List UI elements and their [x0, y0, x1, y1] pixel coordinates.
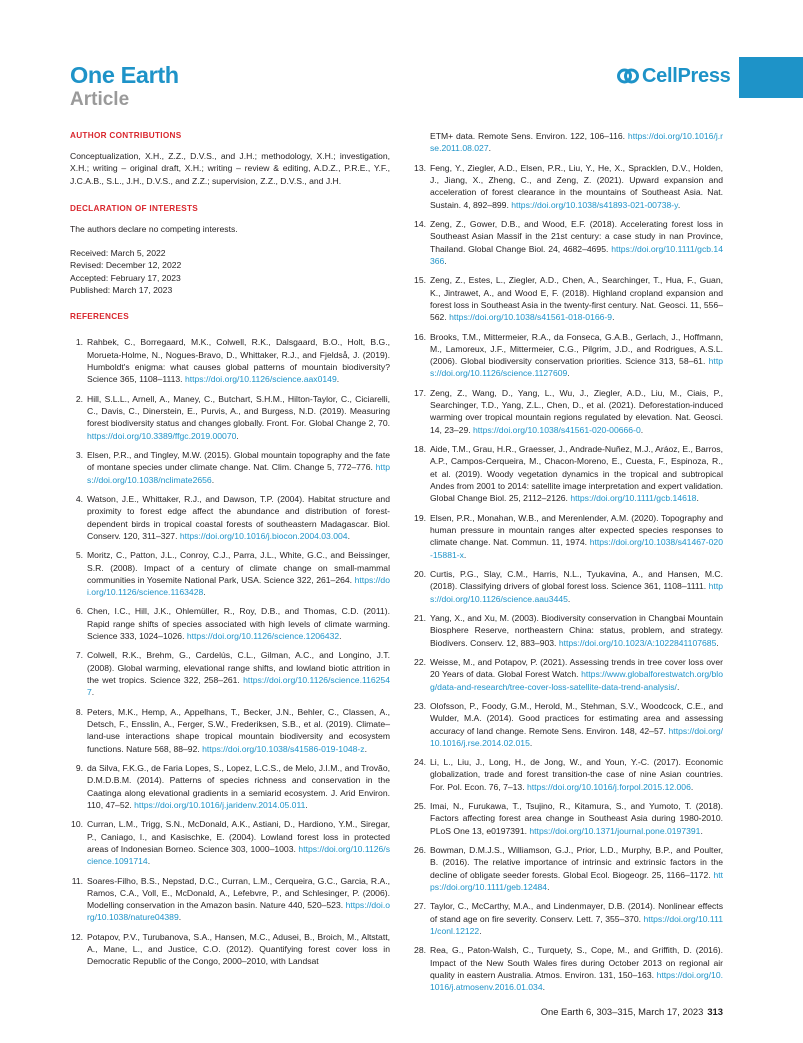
reference-number: 3. — [75, 449, 83, 460]
reference-number: 9. — [75, 763, 83, 774]
reference-item — [413, 274, 723, 323]
reference-text: Zeng, Z., Estes, L., Ziegler, A.D., Chen, A., Searchinger, T., Hua, F., Guan, K., Jintrawet, A., and Wood E, F. (2018). Highland cropland expansion and forest loss in Southeast Asia in the twenty-first century. Nat. Geosci. 11, 556–562. — [430, 275, 723, 323]
reference-number: 2. — [75, 393, 83, 404]
header-color-tab — [739, 57, 803, 98]
reference-list-left — [70, 336, 390, 967]
reference-item — [413, 568, 723, 605]
reference-text: Rea, G., Paton-Walsh, C., Turquety, S., Cope, M., and Griffith, D. (2016). Impact of the New South Wales fires during October 2013 on regional air quality in eastern Australia. Atmos. Environ. 131, 150–163. — [430, 945, 723, 981]
reference-text: Hill, S.L.L., Arnell, A., Maney, C., Butchart, S.H.M., Hilton-Taylor, C., Ciciarelli, C., Davis, C., Dinerstein, E., Purvis, A., and Burgess, N.D. (2019). Measuring forest biodiversity status and changes globally. Front. For. Global Change 2, 70. — [87, 393, 390, 429]
reference-number: 15. — [414, 275, 426, 286]
reference-end-punctuation: . — [203, 587, 206, 598]
reference-text: Chen, I.C., Hill, J.K., Ohlemüller, R., Roy, D.B., and Thomas, C.D. (2011). Rapid range shifts of species associated with high levels of climate warming. Science 333, 1024–1026. — [87, 606, 390, 642]
reference-item — [413, 612, 723, 649]
reference-text: Peters, M.K., Hemp, A., Appelhans, T., Becker, J.N., Behler, C., Classen, A., Detsch, F., Ensslin, A., Ferger, S.W., Frederiksen, S.B., et al. (2019). Climate–land-use interactions shape tropical mountain biodiversity and ecosystem functions. Nature 568, 88–92. — [87, 706, 390, 754]
reference-item — [70, 818, 390, 867]
reference-number: 17. — [414, 387, 426, 398]
reference-end-punctuation: . — [529, 737, 533, 748]
reference-item — [70, 706, 390, 755]
reference-doi-link[interactable]: https://doi.org/10.1038/s41893-021-00738-y — [511, 199, 678, 210]
reference-text: Curtis, P.G., Slay, C.M., Harris, N.L., Tyukavina, A., and Hansen, M.C. (2018). Classifying drivers of global forest loss. Science 361, 1108–1111. — [430, 568, 723, 592]
reference-item — [70, 762, 390, 811]
reference-item — [70, 393, 390, 442]
reference-text: Rahbek, C., Borregaard, M.K., Colwell, R.K., Dalsgaard, B.O., Holt, B.G., Morueta-Holme, N., Nogues-Bravo, D., Whittaker, R.J., and Fjeldså, J. (2019). Humboldt's enigma: what causes global patterns of mountain biodiversity? Science 365, 1108–1113. — [87, 337, 390, 385]
reference-number: 23. — [414, 700, 426, 711]
reference-doi-link[interactable]: https://doi.org/10.3389/ffgc.2019.00070 — [87, 430, 237, 441]
reference-end-punctuation: . — [444, 255, 447, 266]
reference-end-punctuation: . — [677, 199, 681, 210]
reference-doi-link[interactable]: https://doi.org/10.1038/nature04389 — [87, 900, 390, 923]
reference-end-punctuation: . — [567, 368, 570, 379]
reference-text: Zeng, Z., Wang, D., Yang, L., Wu, J., Ziegler, A.D., Liu, M., Ciais, P., Searchinger, T.D., Yang, Z.L., Chen, D., et al. (2021). Deforestation-induced warming over tropical mountain regions regulated by elevation. Nat. Geosci. 14, 23–29. — [430, 387, 723, 435]
reference-number: 26. — [414, 845, 426, 856]
publisher-name: CellPress — [642, 64, 731, 87]
reference-doi-link[interactable]: https://doi.org/10.1038/nclimate2656 — [87, 462, 390, 485]
received-date: Received: March 5, 2022 — [70, 248, 166, 259]
reference-end-punctuation: . — [305, 799, 308, 810]
reference-number: 6. — [75, 606, 83, 617]
reference-item — [413, 944, 723, 993]
reference-doi-link[interactable]: https://doi.org/10.1016/j.jaridenv.2014.05.011 — [134, 799, 306, 810]
reference-doi-link[interactable]: https://doi.org/10.1038/s41561-020-00666-0 — [473, 424, 641, 435]
reference-end-punctuation: . — [547, 882, 550, 893]
reference-end-punctuation: . — [696, 493, 699, 504]
reference-item — [70, 605, 390, 642]
reference-doi-link[interactable]: https://doi.org/10.1126/science.1163428 — [87, 574, 390, 598]
reference-text: Imai, N., Furukawa, T., Tsujino, R., Kitamura, S., and Yumoto, T. (2018). Factors affecting forest area change in Southeast Asia during 1980-2010. PLoS One 13, e0197391. — [430, 801, 723, 836]
reference-number: 27. — [414, 901, 426, 912]
reference-number: 25. — [414, 801, 426, 812]
reference-number: 18. — [414, 444, 426, 455]
author-contributions-heading: AUTHOR CONTRIBUTIONS — [70, 131, 182, 140]
left-column — [70, 130, 390, 975]
right-column — [413, 130, 723, 1001]
reference-text: Brooks, T.M., Mittermeier, R.A., da Fonseca, G.A.B., Gerlach, J., Hoffmann, M., Lamoreux, J.F., Mittermeier, C.G., Pilgrim, J.D., and Rodrigues, A.S.L. (2006). Global biodiversity conservation priorities. Science 313, 58–61. — [430, 331, 723, 367]
article-dates — [70, 247, 390, 296]
reference-item — [70, 875, 390, 924]
reference-text: Aide, T.M., Grau, H.R., Graesser, J., Andrade-Nuñez, M.J., Aráoz, E., Barros, A.P., Campos-Cerqueira, M., Chacon-Moreno, E., Cuesta, F., Espinoza, R., et al. (2019). Woody vegetation dynamics in the tropical and subtropical Andes from 2001 to 2014: satellite image interpretation and expert validation. Global Change Biol. 25, 2112–2126. — [430, 444, 723, 504]
published-date: Published: March 17, 2023 — [70, 285, 173, 296]
reference-number: 5. — [75, 550, 83, 561]
reference-end-punctuation: . — [690, 781, 694, 792]
reference-text: Soares-Filho, B.S., Nepstad, D.C., Curran, L.M., Cerqueira, G.C., Garcia, R.A., Ramos, C.A., Voll, E., McDonald, A., Lefebvre, P., and Schlesinger, P. (2006). Modelling conservation in the Amazon basin. Nature 440, 520–523. — [87, 875, 390, 911]
declaration-heading: DECLARATION OF INTERESTS — [70, 203, 199, 213]
reference-end-punctuation: . — [147, 856, 151, 867]
reference-text: Yang, X., and Xu, M. (2003). Biodiversity conservation in Changbai Mountain Biosphere Reserve, northeastern China: status, problem, and strategy. Biodivers. Conserv. 12, 883–903. — [430, 612, 723, 648]
reference-text: Potapov, P.V., Turubanova, S.A., Hansen, M.C., Adusei, B., Broich, M., Altstatt, A., Mane, L., and Justice, C.O. (2012). Quantifying forest cover loss in Democratic Republic of the Congo, 2000–2010, with Landsat — [87, 931, 390, 967]
publisher-logo[interactable] — [617, 64, 730, 88]
reference-doi-link[interactable]: https://doi.org/10.1016/j.rse.2011.08.027 — [430, 131, 723, 154]
reference-text: Colwell, R.K., Brehm, G., Cardelús, C.L., Gilman, A.C., and Longino, J.T. (2008). Global warming, elevational range shifts, and lowland biotic attrition in the wet tropics. Science 322, 258–261. — [87, 650, 390, 686]
reference-item — [413, 900, 723, 937]
reference-end-punctuation: . — [612, 312, 615, 323]
reference-end-punctuation: . — [178, 912, 182, 923]
reference-doi-link[interactable]: https://doi.org/10.1111/conl.12122 — [430, 913, 723, 937]
reference-end-punctuation: . — [676, 681, 680, 692]
reference-doi-link[interactable]: https://doi.org/10.1126/science.1206432 — [186, 631, 340, 642]
reference-number: 22. — [414, 656, 426, 667]
author-contributions-text: Conceptualization, X.H., Z.Z., D.V.S., and J.H.; methodology, X.H.; investigation, X.H.; writing – original draft, X.H.; writing – review & editing, A.D.Z., P.R.E., Y.F., J.C.A.B., S.L., J.H., D.V.S., and Z.Z.; supervision, Z.Z., D.V.S., and J.H. — [70, 151, 390, 186]
reference-text: Watson, J.E., Whittaker, R.J., and Dawson, T.P. (2004). Habitat structure and proximity to forest edge affect the abundance and distribution of forest-dependent birds in tropical coastal forests of southeastern Madagascar. Biol. Conserv. 120, 311–327. — [87, 493, 390, 541]
reference-item — [413, 656, 723, 693]
reference-item — [413, 218, 723, 267]
reference-number: 16. — [414, 331, 426, 342]
revised-date: Revised: December 12, 2022 — [70, 260, 182, 271]
reference-number: 11. — [71, 875, 83, 886]
reference-item — [413, 331, 723, 380]
declaration-text: The authors declare no competing interests. — [70, 223, 238, 234]
reference-number: 19. — [414, 512, 426, 523]
reference-end-punctuation: . — [542, 982, 545, 993]
reference-end-punctuation: . — [567, 593, 571, 604]
reference-end-punctuation: . — [236, 430, 239, 441]
reference-end-punctuation: . — [463, 549, 467, 560]
reference-doi-link[interactable]: https://doi.org/10.1016/j.forpol.2015.12.006 — [526, 781, 691, 792]
reference-doi-link[interactable]: https://www.globalforestwatch.org/blog/data-and-research/tree-cover-loss-satellite-data-trend-analysis/ — [430, 669, 723, 692]
reference-end-punctuation: . — [700, 825, 703, 836]
reference-doi-link[interactable]: https://doi.org/10.1016/j.rse.2014.02.015 — [430, 725, 723, 748]
reference-text: Feng, Y., Ziegler, A.D., Elsen, P.R., Liu, Y., He, X., Spracklen, D.V., Holden, J., Jiang, X., Zheng, C., and Zeng, Z. (2021). Upward expansion and acceleration of forest clearance in the mountains of Southeast Asia. Nat. Sustain. 4, 892–899. — [430, 162, 723, 210]
reference-text: Curran, L.M., Trigg, S.N., McDonald, A.K., Astiani, D., Hardiono, Y.M., Siregar, P., Caniago, I., and Kasischke, E. (2004). Lowland forest loss in protected areas of Indonesian Borneo. Science 303, 1000–1003. — [87, 819, 390, 854]
reference-end-punctuation: . — [336, 374, 340, 385]
reference-text: Li, L., Liu, J., Long, H., de Jong, W., and Youn, Y.-C. (2017). Economic globalization, trade and forest transition-the case of nine Asian countries. For. Pol. Econ. 76, 7–13. — [430, 757, 723, 792]
reference-number: 12. — [71, 931, 83, 942]
reference-number: 4. — [75, 493, 83, 504]
reference-item — [413, 700, 723, 749]
reference-end-punctuation: . — [479, 926, 482, 937]
reference-end-punctuation: . — [339, 631, 342, 642]
reference-item — [413, 387, 723, 436]
reference-number: 20. — [414, 568, 426, 579]
reference-text: Taylor, C., McCarthy, M.A., and Lindenmayer, D.B. (2014). Nonlinear effects of stand age on fire severity. Conserv. Lett. 7, 355–370. — [430, 901, 723, 924]
reference-item — [70, 449, 390, 486]
reference-number: 1. — [75, 337, 83, 348]
reference-end-punctuation: . — [347, 530, 350, 541]
reference-text: Elsen, P.R., Monahan, W.B., and Merenlender, A.M. (2020). Topography and human pressure in mountain ranges alter expected species responses to climate change. Nat. Commun. 11, 1974. — [430, 512, 723, 548]
reference-text: da Silva, F.K.G., de Faria Lopes, S., Lopez, L.C.S., de Melo, J.I.M., and Trovão, D.M.D.B.M. (2014). Patterns of species richness and conservation in the Caatinga along elevational gradients in a semiarid ecosystem. J. Arid Environ. 110, 47–52. — [87, 763, 390, 810]
reference-text: Olofsson, P., Foody, G.M., Herold, M., Stehman, S.V., Woodcock, C.E., and Wulder, M.A. (2014). Good practices for estimating area and assessing accuracy of land change. Remote Sens. Environ. 148, 42–57. — [430, 700, 723, 736]
reference-doi-link[interactable]: https://doi.org/10.1038/s41467-020-15881-x — [430, 537, 723, 560]
reference-end-punctuation: . — [91, 687, 95, 698]
reference-item — [413, 162, 723, 211]
reference-number: 7. — [75, 650, 83, 661]
reference-doi-link[interactable]: https://doi.org/10.1111/gcb.14366 — [430, 243, 723, 266]
reference-item — [413, 844, 723, 893]
reference-text: Elsen, P.R., and Tingley, M.W. (2015). Global mountain topography and the fate of montane species under climate change. Nat. Clim. Change 5, 772–776. — [87, 449, 390, 473]
reference-number: 14. — [414, 218, 426, 229]
reference-end-punctuation: . — [364, 743, 367, 754]
page-number: 313 — [707, 1006, 723, 1017]
reference-doi-link[interactable]: https://doi.org/10.1126/science.1127609 — [430, 356, 723, 379]
reference-text: Moritz, C., Patton, J.L., Conroy, C.J., Parra, J.L., White, G.C., and Beissinger, S.R. (2008). Impact of a century of climate change on small-mammal communities in Yosemite National Park, USA. Science 322, 261–264. — [87, 550, 390, 585]
reference-item — [70, 493, 390, 542]
reference-item — [70, 649, 390, 698]
reference-list-right — [413, 130, 723, 994]
reference-doi-link[interactable]: https://doi.org/10.1371/journal.pone.0197391 — [529, 825, 701, 836]
reference-item — [70, 336, 390, 385]
reference-doi-link[interactable]: https://doi.org/10.1038/s41586-019-1048-z — [202, 743, 365, 754]
reference-doi-link[interactable]: https://doi.org/10.1016/j.atmosenv.2016.01.034 — [430, 970, 723, 993]
page-footer — [480, 1006, 723, 1017]
reference-text: Weisse, M., and Potapov, P. (2021). Assessing trends in tree cover loss over 20 Years of data. Global Forest Watch. — [430, 656, 723, 680]
reference-end-punctuation: . — [640, 424, 644, 435]
reference-number: 8. — [75, 706, 83, 717]
reference-doi-link[interactable]: https://doi.org/10.1111/gcb.14618 — [570, 493, 697, 504]
reference-item — [413, 512, 723, 561]
journal-title: One Earth — [70, 62, 179, 88]
reference-number: 13. — [414, 162, 426, 173]
reference-doi-link[interactable]: https://doi.org/10.1126/science.aax0149 — [184, 374, 337, 385]
reference-text: Zeng, Z., Gower, D.B., and Wood, E.F. (2018). Accelerating forest loss in Southeast Asian Massif in the 21st century: a case study in nan Province, Thailand. Global Change Biol. 24, 4682–4695. — [430, 218, 723, 254]
reference-doi-link[interactable]: https://doi.org/10.1023/A:1022841107685 — [558, 637, 717, 648]
reference-item — [413, 800, 723, 837]
reference-item — [413, 756, 723, 793]
reference-item — [70, 549, 390, 598]
reference-doi-link[interactable]: https://doi.org/10.1126/science.1162547 — [87, 675, 390, 698]
article-type: Article — [70, 89, 130, 110]
reference-item — [413, 130, 723, 155]
reference-doi-link[interactable]: https://doi.org/10.1126/science.1091714 — [87, 843, 390, 867]
reference-text: Bowman, D.M.J.S., Williamson, G.J., Prior, L.D., Murphy, B.P., and Poulter, B. (2016). The relative importance of intrinsic and extrinsic factors in the decline of obligate seeder forests. Global Ecol. Biogeogr. 25, 1166–1172. — [430, 845, 723, 880]
reference-end-punctuation: . — [716, 637, 719, 648]
reference-number: 21. — [414, 612, 426, 623]
reference-text: ETM+ data. Remote Sens. Environ. 122, 106–116. — [430, 131, 628, 141]
reference-end-punctuation: . — [211, 474, 215, 485]
references-heading: REFERENCES — [70, 312, 129, 322]
accepted-date: Accepted: February 17, 2023 — [70, 272, 181, 283]
reference-doi-link[interactable]: https://doi.org/10.1126/science.aau3445 — [430, 581, 723, 604]
reference-number: 10. — [71, 819, 83, 830]
reference-item — [413, 443, 723, 504]
reference-end-punctuation: . — [488, 143, 492, 154]
reference-doi-link[interactable]: https://doi.org/10.1016/j.biocon.2004.03.004 — [179, 530, 348, 541]
reference-doi-link[interactable]: https://doi.org/10.1111/geb.12484 — [430, 869, 723, 893]
reference-number: 28. — [414, 945, 426, 956]
reference-doi-link[interactable]: https://doi.org/10.1038/s41561-018-0166-9 — [449, 312, 613, 323]
cellpress-logo-icon — [617, 65, 639, 87]
reference-item — [70, 931, 390, 968]
footer-citation: One Earth 6, 303–315, March 17, 2023 — [540, 1006, 704, 1017]
reference-number: 24. — [414, 757, 426, 768]
